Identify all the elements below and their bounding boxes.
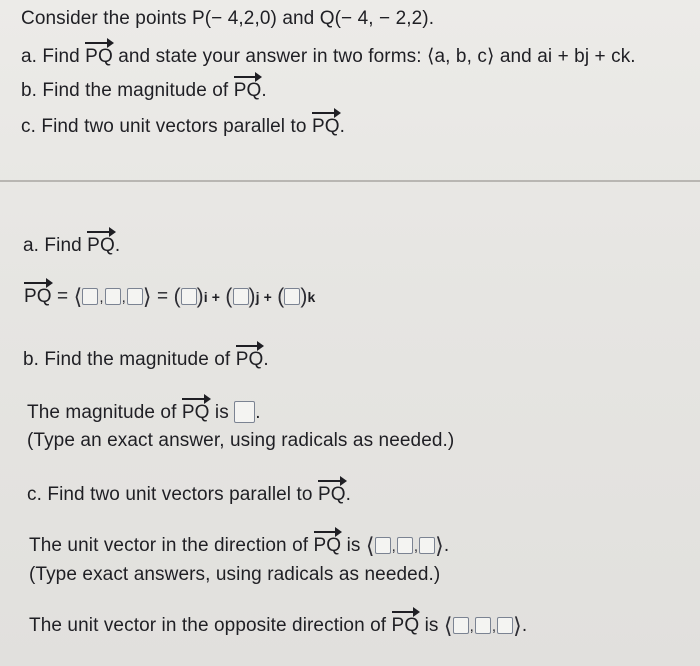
vector-pq: PQ <box>24 286 52 307</box>
equals-sign: = <box>156 286 169 307</box>
unit-dir-input-y[interactable] <box>397 537 413 554</box>
part-b-heading-suffix: . <box>263 349 269 370</box>
vector-pq: PQ <box>87 235 115 256</box>
right-paren: ) <box>248 285 256 308</box>
magnitude-hint <box>27 430 454 452</box>
vector-pq: PQ <box>181 402 210 423</box>
i-label: i + <box>203 289 221 305</box>
unit-opp-input-y[interactable] <box>475 617 491 634</box>
problem-b-suffix: . <box>261 80 267 101</box>
unit-dir-input-x[interactable] <box>375 537 391 554</box>
comma: , <box>391 538 396 555</box>
unit-vector-hint-text: (Type exact answers, using radicals as needed.) <box>29 564 441 585</box>
direction-prefix: The unit vector in the direction of <box>29 535 314 556</box>
answer-input-a-x[interactable] <box>82 288 98 305</box>
left-angle-bracket: ⟨ <box>365 533 375 558</box>
right-angle-bracket: ⟩ <box>142 284 152 309</box>
comma: , <box>469 618 474 635</box>
j-label: j + <box>255 289 272 305</box>
vector-pq: PQ <box>311 116 340 137</box>
vector-pq: PQ <box>317 484 346 505</box>
right-angle-bracket: ⟩ <box>435 533 444 558</box>
vector-pq: PQ <box>233 80 262 101</box>
opposite-suffix: . <box>521 615 528 636</box>
k-label: k <box>307 289 316 305</box>
direction-suffix: . <box>443 535 450 556</box>
problem-c-prefix: c. Find two unit vectors parallel to <box>21 116 312 137</box>
part-b-heading-prefix: b. Find the magnitude of <box>23 349 236 370</box>
part-a-heading-prefix: a. Find <box>23 235 88 256</box>
problem-intro-text: Consider the points P(− 4,2,0) and Q(− 4, − 2,2). <box>21 8 435 29</box>
magnitude-prefix: The magnitude of <box>27 402 182 423</box>
problem-c-suffix: . <box>339 116 345 137</box>
problem-b-prefix: b. Find the magnitude of <box>21 80 234 101</box>
left-paren: ( <box>277 285 285 308</box>
answer-input-a-y[interactable] <box>105 288 121 305</box>
right-paren: ) <box>196 285 204 308</box>
right-angle-bracket: ⟩ <box>513 613 522 638</box>
part-c-heading <box>27 484 351 506</box>
unit-opp-input-x[interactable] <box>453 617 469 634</box>
part-c-heading-suffix: . <box>345 484 351 505</box>
equals-sign: = <box>57 286 69 307</box>
magnitude-hint-text: (Type an exact answer, using radicals as needed.) <box>27 430 455 451</box>
problem-a-prefix: a. Find <box>21 46 86 67</box>
part-b-heading <box>23 349 269 371</box>
left-angle-bracket: ⟨ <box>443 613 453 638</box>
part-a-heading <box>23 235 120 257</box>
magnitude-suffix: . <box>255 402 261 423</box>
unit-dir-input-z[interactable] <box>419 537 435 554</box>
unit-vector-hint <box>29 564 440 586</box>
part-a-equation <box>24 286 315 308</box>
problem-part-c <box>21 116 345 138</box>
vector-pq: PQ <box>313 535 342 556</box>
right-paren: ) <box>300 285 308 308</box>
answer-input-a-j[interactable] <box>233 288 249 305</box>
vector-pq: PQ <box>391 615 420 636</box>
direction-mid: is <box>341 535 366 556</box>
part-a-heading-suffix: . <box>114 235 121 256</box>
unit-opp-input-z[interactable] <box>497 617 513 634</box>
vector-pq: PQ <box>85 46 113 67</box>
magnitude-mid: is <box>209 402 235 423</box>
magnitude-input[interactable] <box>234 401 255 423</box>
problem-intro <box>21 8 434 30</box>
answer-input-a-z[interactable] <box>127 288 143 305</box>
part-c-heading-prefix: c. Find two unit vectors parallel to <box>27 484 318 505</box>
problem-a-suffix: and state your answer in two forms: ⟨a, b, c⟩ and ai + bj + ck. <box>112 46 636 67</box>
answer-input-a-i[interactable] <box>181 288 197 305</box>
problem-part-b <box>21 80 267 102</box>
comma: , <box>491 618 497 635</box>
left-paren: ( <box>173 285 181 308</box>
unit-vector-direction-line <box>29 535 449 557</box>
left-angle-bracket: ⟨ <box>73 284 83 309</box>
unit-vector-opposite-line <box>29 615 527 637</box>
answer-input-a-k[interactable] <box>284 288 300 305</box>
opposite-prefix: The unit vector in the opposite direction of <box>29 615 392 636</box>
opposite-mid: is <box>419 615 444 636</box>
comma: , <box>121 289 126 306</box>
problem-part-a <box>21 45 636 68</box>
vector-pq: PQ <box>235 349 264 370</box>
section-divider <box>0 180 700 182</box>
magnitude-answer-line <box>27 401 261 424</box>
comma: , <box>99 289 104 306</box>
left-paren: ( <box>225 285 233 308</box>
comma: , <box>413 538 419 555</box>
